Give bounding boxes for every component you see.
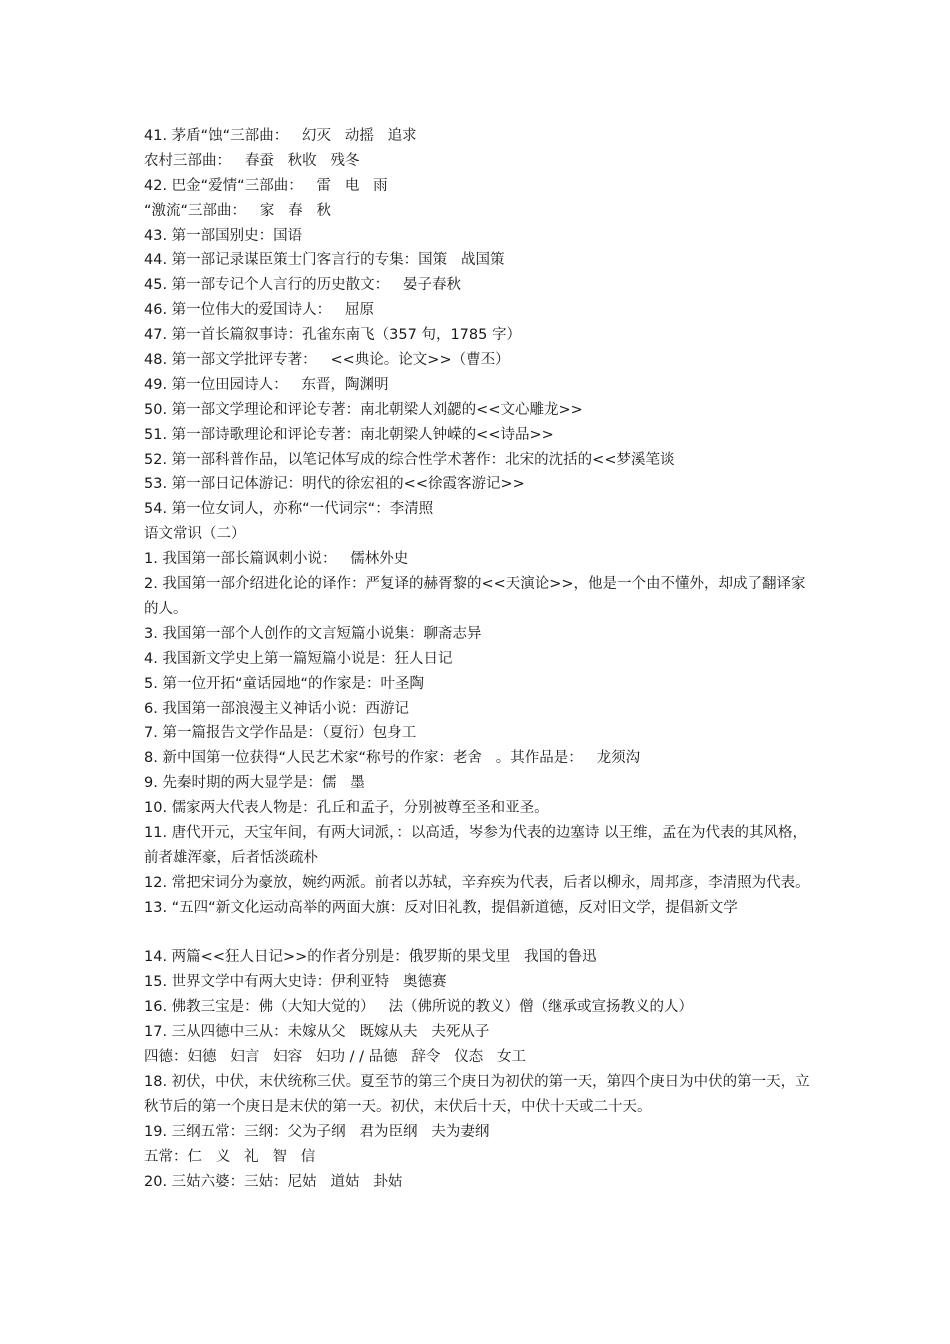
text-line: 12. 常把宋词分为豪放，婉约两派。前者以苏轼，辛弃疾为代表，后者以柳永，周邦彦，李清照为代表。 <box>144 874 810 891</box>
text-line: 8. 新中国第一位获得“人民艺术家“称号的作家：老舍 。其作品是： 龙须沟 <box>144 750 641 767</box>
text-line: 农村三部曲： 春蚕 秋收 残冬 <box>144 152 360 169</box>
text-line: 42. 巴金“爱情“三部曲： 雷 电 雨 <box>144 177 388 194</box>
text-line: 14. 两篇<<狂人日记>>的作者分别是：俄罗斯的果戈里 我国的鲁迅 <box>144 949 597 966</box>
text-line: 50. 第一部文学理论和评论专著：南北朝梁人刘勰的<<文心雕龙>> <box>144 401 583 418</box>
text-line: 48. 第一部文学批评专著： <<典论。论文>>（曹丕） <box>144 352 510 369</box>
text-line: 18. 初伏，中伏，末伏统称三伏。夏至节的第三个庚日为初伏的第一天，第四个庚日为中伏的第一天，立秋节后的第一个庚日是末伏的第一天。初伏，末伏后十天，中伏十天或二十天。 <box>144 1073 810 1115</box>
text-line: 1. 我国第一部长篇讽刺小说： 儒林外史 <box>144 551 409 568</box>
text-line: 3. 我国第一部个人创作的文言短篇小说集：聊斋志异 <box>144 625 482 642</box>
text-line: 41. 茅盾“蚀“三部曲： 幻灭 动摇 追求 <box>144 128 417 144</box>
text-line: 5. 第一位开拓“童话园地“的作家是：叶圣陶 <box>144 675 424 692</box>
text-line: 4. 我国新文学史上第一篇短篇小说是：狂人日记 <box>144 650 453 667</box>
text-line: 44. 第一部记录谋臣策士门客言行的专集：国策 战国策 <box>144 252 505 269</box>
text-line: 52. 第一部科普作品，以笔记体写成的综合性学术著作：北宋的沈括的<<梦溪笔谈 <box>144 451 675 468</box>
text-line: 9. 先秦时期的两大显学是：儒 墨 <box>144 775 365 792</box>
text-line: 7. 第一篇报告文学作品是：（夏衍）包身工 <box>144 725 417 742</box>
text-line: 49. 第一位田园诗人： 东晋，陶渊明 <box>144 376 389 393</box>
text-line: 53. 第一部日记体游记：明代的徐宏祖的<<徐霞客游记>> <box>144 476 525 493</box>
text-line: 46. 第一位伟大的爱国诗人： 屈原 <box>144 302 374 319</box>
section-heading: 语文常识（二） <box>144 526 246 543</box>
text-line: 54. 第一位女词人，亦称“一代词宗“：李清照 <box>144 501 434 518</box>
text-line: 16. 佛教三宝是：佛（大知大觉的） 法（佛所说的教义）僧（继承或宣扬教义的人） <box>144 999 693 1016</box>
text-line: “激流“三部曲： 家 春 秋 <box>144 202 332 219</box>
text-line: 10. 儒家两大代表人物是：孔丘和孟子，分别被尊至圣和亚圣。 <box>144 800 549 817</box>
text-line: 四德：妇德 妇言 妇容 妇功 / / 品德 辞令 仪态 女工 <box>144 1049 527 1066</box>
text-line: 15. 世界文学中有两大史诗：伊利亚特 奥德赛 <box>144 974 447 991</box>
text-line: 20. 三姑六婆：三姑：尼姑 道姑 卦姑 <box>144 1173 403 1190</box>
text-line: 45. 第一部专记个人言行的历史散文： 晏子春秋 <box>144 277 461 294</box>
text-line: 11. 唐代开元，天宝年间，有两大词派，：以高适，岑参为代表的边塞诗 以王维，孟在为代表的其风格，前者雄浑豪，后者恬淡疏朴 <box>144 824 808 866</box>
text-line: 2. 我国第一部介绍进化论的译作：严复译的赫胥黎的<<天演论>>，他是一个由不懂外，却成了翻译家的人。 <box>144 576 806 617</box>
text-line: 43. 第一部国别史：国语 <box>144 227 303 244</box>
text-line: 13. “五四“新文化运动高举的两面大旗：反对旧礼教，提倡新道德，反对旧文学，提倡新文学 <box>144 899 738 916</box>
document-page <box>144 124 814 1194</box>
blank-line <box>144 921 814 946</box>
text-line: 51. 第一部诗歌理论和评论专著：南北朝梁人钟嵘的<<诗品>> <box>144 426 554 443</box>
text-line: 6. 我国第一部浪漫主义神话小说：西游记 <box>144 700 409 717</box>
text-line: 47. 第一首长篇叙事诗：孔雀东南飞（357 句，1785 字） <box>144 327 521 344</box>
text-line: 五常：仁 义 礼 智 信 <box>144 1148 316 1165</box>
text-line: 17. 三从四德中三从：未嫁从父 既嫁从夫 夫死从子 <box>144 1024 490 1041</box>
text-line: 19. 三纲五常：三纲：父为子纲 君为臣纲 夫为妻纲 <box>144 1123 490 1140</box>
